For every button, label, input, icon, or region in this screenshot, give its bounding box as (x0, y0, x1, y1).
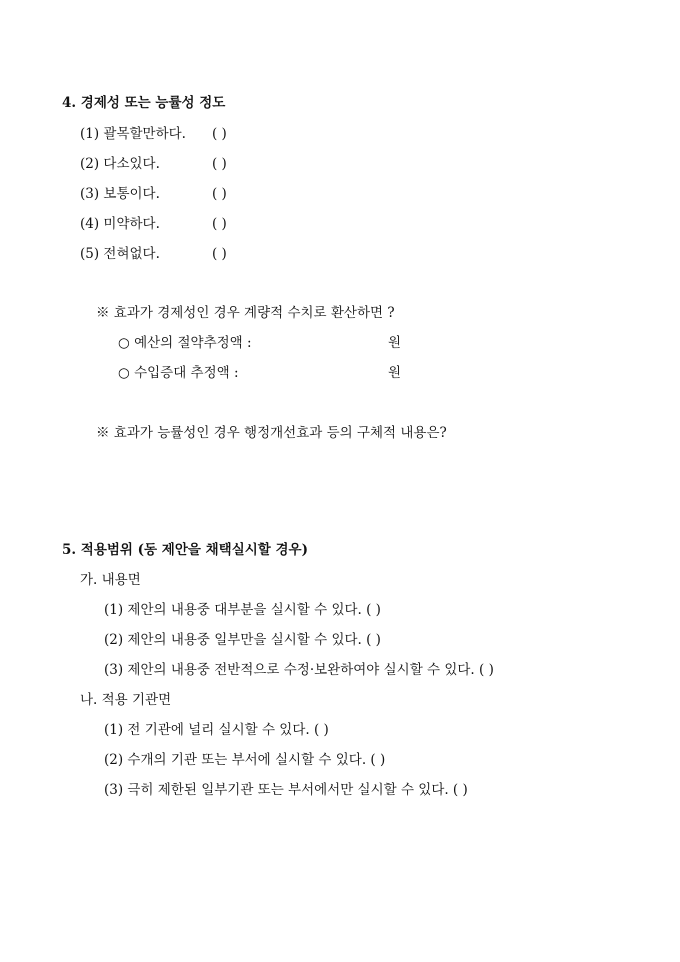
option-1-checkbox: ( ) (212, 126, 227, 142)
option-5-checkbox: ( ) (212, 246, 227, 262)
option-2-label: (2) 다소있다. (80, 156, 160, 172)
option-5-label: (5) 전혀없다. (80, 246, 160, 262)
part-b-item-3: (3) 극히 제한된 일부기관 또는 부서에서만 실시할 수 있다. ( ) (104, 782, 468, 798)
option-4-checkbox: ( ) (212, 216, 227, 232)
budget-saving-label: ○ 예산의 절약추정액 : (118, 335, 252, 351)
option-3-checkbox: ( ) (212, 186, 227, 202)
option-1-label: (1) 괄목할만하다. (80, 126, 186, 142)
option-2-checkbox: ( ) (212, 156, 227, 172)
budget-saving-unit: 원 (388, 335, 402, 351)
part-a-item-2: (2) 제안의 내용중 일부만을 실시할 수 있다. ( ) (104, 632, 381, 648)
part-a-title: 가. 내용면 (80, 572, 141, 588)
revenue-increase-label: ○ 수입증대 추정액 : (118, 365, 239, 381)
revenue-increase-unit: 원 (388, 365, 402, 381)
efficiency-note: ※ 효과가 능률성인 경우 행정개선효과 등의 구체적 내용은? (96, 425, 447, 441)
part-b-item-2: (2) 수개의 기관 또는 부서에 실시할 수 있다. ( ) (104, 752, 386, 768)
option-3-label: (3) 보통이다. (80, 186, 160, 202)
economic-note: ※ 효과가 경제성인 경우 계량적 수치로 환산하면 ? (96, 305, 395, 321)
section-5-heading: 5. 적용범위 (동 제안을 채택실시할 경우) (62, 542, 308, 558)
part-b-item-1: (1) 전 기관에 널리 실시할 수 있다. ( ) (104, 722, 329, 738)
part-a-item-1: (1) 제안의 내용중 대부분을 실시할 수 있다. ( ) (104, 602, 381, 618)
option-4-label: (4) 미약하다. (80, 216, 160, 232)
part-b-title: 나. 적용 기관면 (80, 692, 172, 708)
part-a-item-3: (3) 제안의 내용중 전반적으로 수정·보완하여야 실시할 수 있다. ( ) (104, 662, 494, 678)
section-4-heading: 4. 경제성 또는 능률성 정도 (62, 95, 226, 111)
